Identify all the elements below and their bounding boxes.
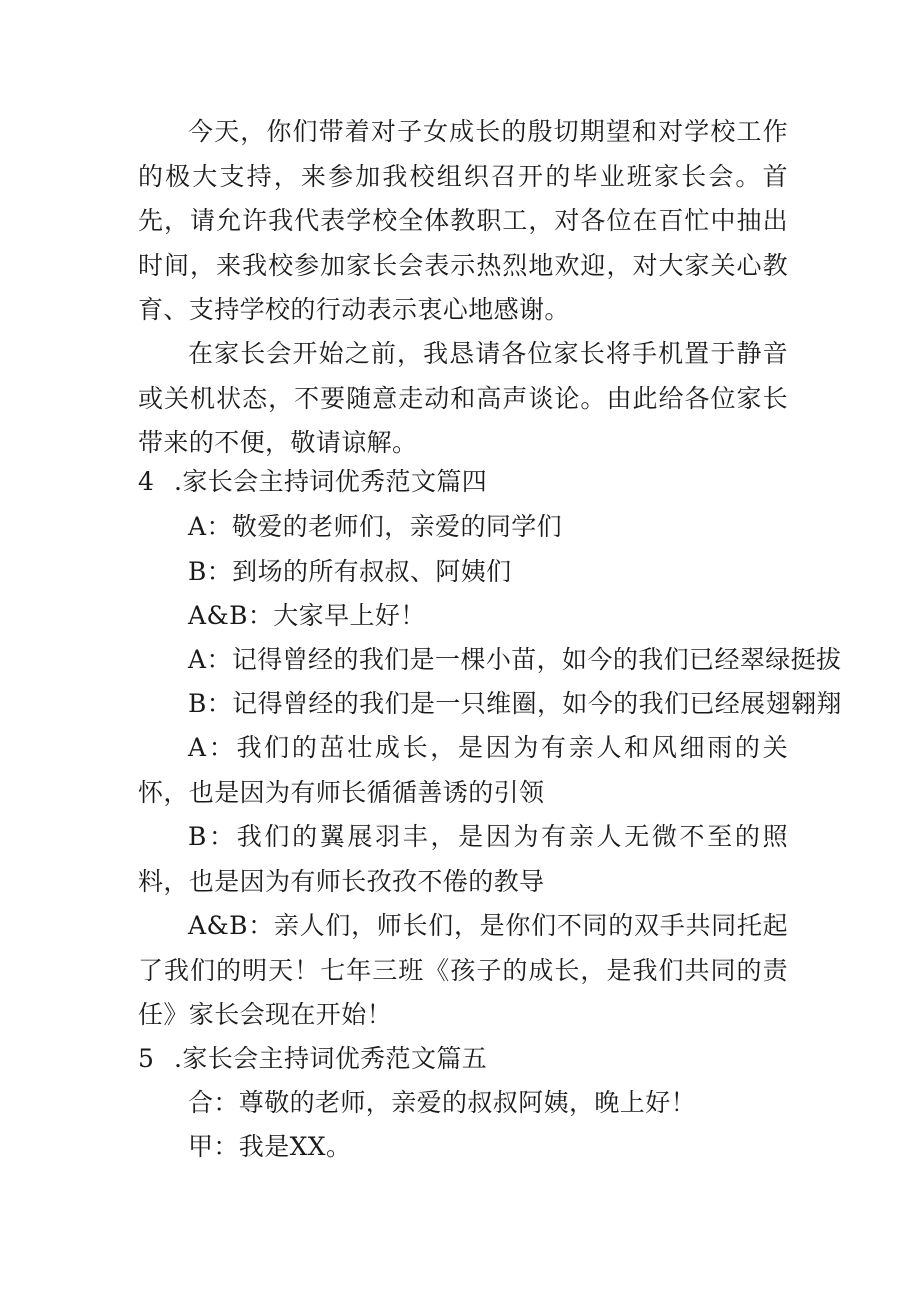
dialogue-line: B：到场的所有叔叔、阿姨们: [188, 557, 512, 586]
dialogue-line: A：敬爱的老师们，亲爱的同学们: [188, 512, 563, 541]
section-5-heading: [138, 1037, 487, 1081]
section-4-title: .家长会主持词优秀范文篇四: [174, 467, 488, 496]
dialogue-line: A&B：大家早上好！: [188, 601, 426, 630]
dialogue-paragraph-a: A：我们的茁壮成长，是因为有亲人和风细雨的关怀，也是因为有师长循循善诱的引领: [138, 733, 788, 807]
dialogue-paragraph-b: B：我们的翼展羽丰，是因为有亲人无微不至的照料，也是因为有师长孜孜不倦的教导: [138, 822, 788, 896]
section-4-number: 4: [138, 467, 155, 496]
section-5-number: 5: [138, 1044, 155, 1073]
section-5-title: .家长会主持词优秀范文篇五: [174, 1044, 488, 1073]
dialogue-line: A：记得曾经的我们是一棵小苗，如今的我们已经翠绿挺拔: [188, 645, 842, 674]
paragraph-notice: 在家长会开始之前，我恳请各位家长将手机置于静音或关机状态，不要随意走动和高声谈论。由此给各位家长带来的不便，敬请谅解。: [138, 339, 788, 457]
dialogue-paragraph-ab: A&B：亲人们，师长们，是你们不同的双手共同托起了我们的明天！七年三班《孩子的成长，是我们共同的责任》家长会现在开始！: [138, 911, 788, 1029]
dialogue-line: 合：尊敬的老师，亲爱的叔叔阿姨，晚上好！: [188, 1088, 697, 1117]
dialogue-line: B：记得曾经的我们是一只维圈，如今的我们已经展翅翱翔: [188, 689, 842, 718]
paragraph-welcome: 今天，你们带着对子女成长的殷切期望和对学校工作的极大支持，来参加我校组织召开的毕业班家长会。首先，请允许我代表学校全体教职工，对各位在百忙中抽出时间，来我校参加家长会表示热烈地欢迎，对大家关心教育、支持学校的行动表示衷心地感谢。: [138, 117, 788, 324]
dialogue-line: 甲：我是XX。: [188, 1132, 352, 1161]
section-4-heading: [138, 460, 487, 504]
